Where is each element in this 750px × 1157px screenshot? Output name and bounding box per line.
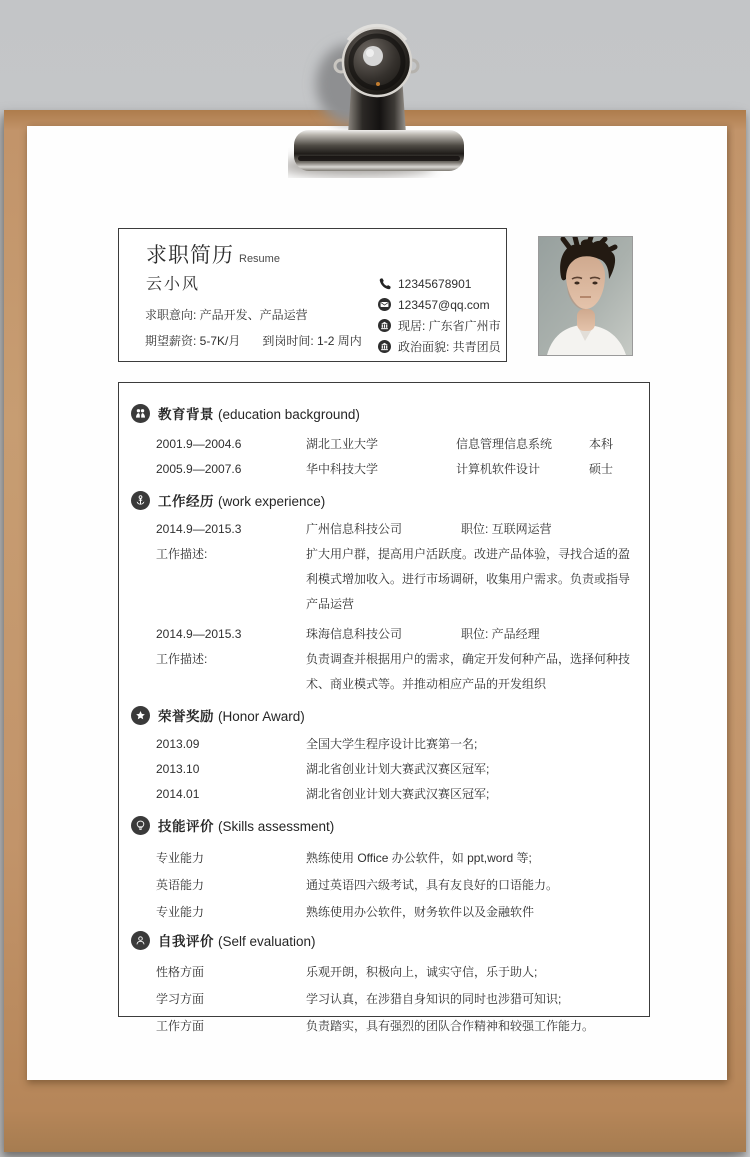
job-desc-label: 工作描述:: [156, 547, 208, 561]
job-date: 2014.9—2015.3: [156, 627, 242, 641]
section-title-cn: 教育背景: [158, 407, 214, 422]
self-eval-label: 学习方面: [156, 992, 205, 1006]
job-desc-row: [156, 647, 633, 697]
self-eval-text: 学习认真，在涉猎自身知识的同时也涉猎可知识;: [306, 992, 562, 1006]
honor-text: 湖北省创业计划大赛武汉赛区冠军;: [306, 787, 490, 801]
edu-date: 2001.9—2004.6: [156, 437, 242, 451]
contact-political-status: [377, 336, 501, 357]
self-eval-row: [156, 1013, 633, 1040]
job-desc-row: [156, 542, 633, 617]
section-title-cn: 技能评价: [158, 819, 214, 834]
edu-school: 华中科技大学: [306, 462, 379, 476]
skill-text: 熟练使用 Office 办公软件，如 ppt,word 等;: [306, 851, 532, 865]
honor-row: [156, 782, 633, 807]
section-title-en: (Honor Award): [218, 709, 305, 724]
page-title-cn: 求职简历: [146, 244, 234, 267]
self-eval-text: 乐观开朗，积极向上，诚实守信，乐于助人;: [306, 965, 538, 979]
section-title-cn: 工作经历: [158, 494, 214, 509]
section-title-cn: 荣誉奖励: [158, 709, 214, 724]
self-eval-row: [156, 986, 633, 1013]
candidate-photo: [538, 236, 633, 356]
honor-date: 2013.10: [156, 762, 200, 776]
skill-label: 专业能力: [156, 851, 205, 865]
job-desc-label: 工作描述:: [156, 652, 208, 666]
candidate-name: 云小风: [146, 276, 201, 293]
contact-text: 12345678901: [398, 276, 472, 291]
skill-label: 英语能力: [156, 878, 205, 892]
clip-icon: [288, 6, 470, 178]
edu-degree: 本科: [589, 437, 614, 451]
page-title: [146, 239, 280, 269]
edu-major: 信息管理信息系统: [456, 437, 553, 451]
honor-text: 湖北省创业计划大赛武汉赛区冠军;: [306, 762, 490, 776]
edu-date: 2005.9—2007.6: [156, 462, 242, 476]
job-date: 2014.9—2015.3: [156, 522, 242, 536]
skill-row: [156, 845, 633, 872]
honor-date: 2013.09: [156, 737, 200, 751]
email-icon: [377, 298, 391, 312]
job-desc: 扩大用户群，提高用户活跃度。改进产品体验，寻找合适的盈利模式增加收入。进行市场调研，收集用户需求。负责或指导产品运营: [306, 547, 631, 611]
section-title: [158, 815, 334, 835]
resume-body-card: [118, 382, 650, 1033]
contact-list: [377, 273, 501, 357]
edu-major: 计算机软件设计: [456, 462, 541, 476]
political-icon: [377, 340, 391, 354]
arrival-time: 到岗时间: 1-2 周内: [262, 334, 362, 348]
education-row: [156, 432, 633, 457]
page-title-en: Resume: [239, 253, 280, 265]
contact-text: 现居: 广东省广州市: [398, 319, 501, 333]
section-header-self-eval: [131, 930, 633, 950]
section-header-skills: [131, 815, 633, 835]
skill-text: 熟练使用办公软件，财务软件以及金融软件: [306, 905, 535, 919]
person-icon: [131, 931, 150, 950]
education-row: [156, 457, 633, 482]
section-title-en: (Skills assessment): [218, 819, 335, 834]
edu-school: 湖北工业大学: [306, 437, 379, 451]
expected-salary: 期望薪资: 5-7K/月: [145, 334, 241, 348]
job-position: 职位: 产品经理: [461, 627, 540, 641]
phone-icon: [377, 277, 391, 291]
edu-degree: 硕士: [589, 462, 614, 476]
section-header-honor: [131, 705, 633, 725]
contact-text: 政治面貌: 共青团员: [398, 340, 501, 354]
section-title-en: (education background): [218, 407, 360, 422]
section-title-en: (Self evaluation): [218, 934, 316, 949]
section-header-work: [131, 490, 633, 510]
section-title: [158, 490, 325, 510]
contact-location: [377, 315, 501, 336]
self-eval-text: 负责踏实，具有强烈的团队合作精神和较强工作能力。: [306, 1019, 595, 1033]
skill-label: 专业能力: [156, 905, 205, 919]
section-title: [158, 930, 316, 950]
star-icon: [131, 706, 150, 725]
job-intention: 求职意向: 产品开发、产品运营: [145, 308, 308, 322]
location-icon: [377, 319, 391, 333]
job-row: [156, 517, 633, 542]
skill-row: [156, 899, 633, 926]
job-desc: 负责调查并根据用户的需求，确定开发何种产品，选择何种技术、商业模式等。并推动相应产品的开发组织: [306, 652, 631, 691]
people-icon: [131, 404, 150, 423]
self-eval-row: [156, 959, 633, 986]
job-position: 职位: 互联网运营: [461, 522, 552, 536]
section-title-cn: 自我评价: [158, 934, 214, 949]
resume-header-card: [118, 228, 507, 362]
contact-phone: [377, 273, 501, 294]
job-company: 广州信息科技公司: [306, 522, 403, 536]
anchor-icon: [131, 491, 150, 510]
skill-row: [156, 872, 633, 899]
honor-date: 2014.01: [156, 787, 200, 801]
contact-email: [377, 294, 501, 315]
section-title-en: (work experience): [218, 494, 326, 509]
self-eval-label: 工作方面: [156, 1019, 205, 1033]
job-row: [156, 622, 633, 647]
honor-row: [156, 757, 633, 782]
salary-row: [145, 332, 362, 349]
honor-text: 全国大学生程序设计比赛第一名;: [306, 737, 478, 751]
bulb-icon: [131, 816, 150, 835]
section-title: [158, 705, 305, 725]
contact-text: 123457@qq.com: [398, 297, 490, 312]
section-title: [158, 403, 360, 423]
self-eval-label: 性格方面: [156, 965, 205, 979]
skill-text: 通过英语四六级考试，具有友良好的口语能力。: [306, 878, 559, 892]
job-company: 珠海信息科技公司: [306, 627, 403, 641]
honor-row: [156, 732, 633, 757]
section-header-education: [131, 403, 633, 423]
